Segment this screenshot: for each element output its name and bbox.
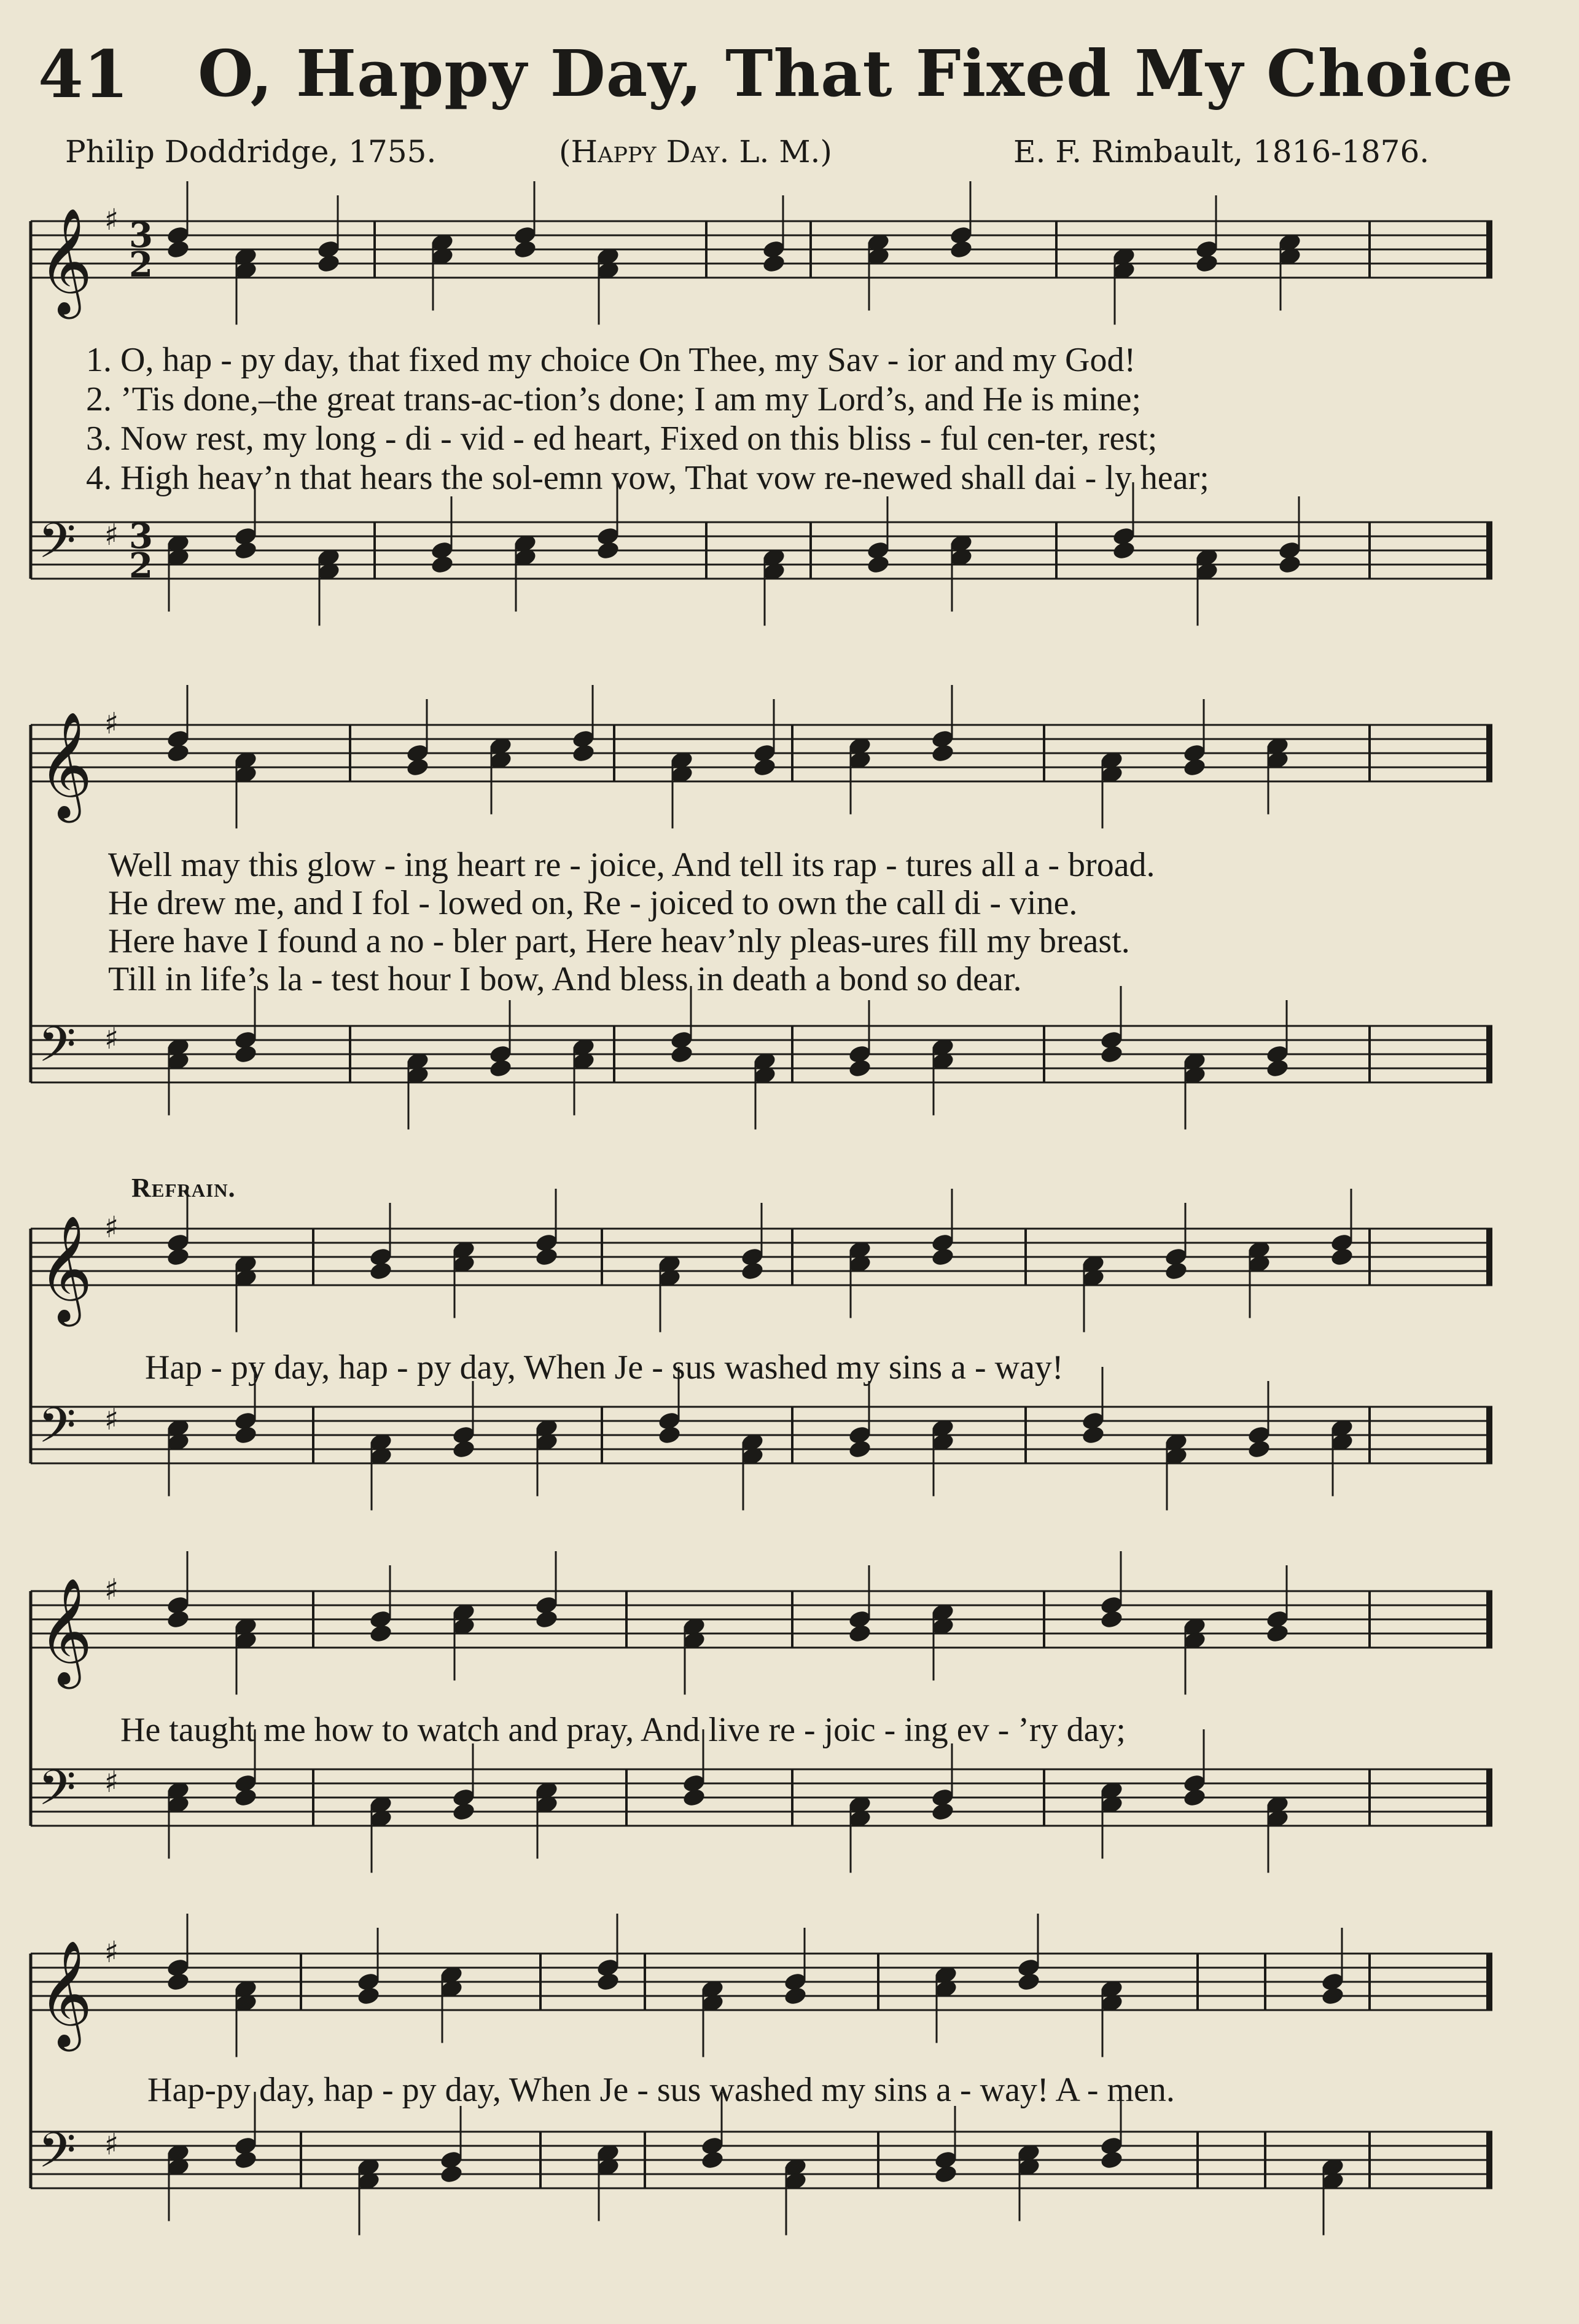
end-barline [1486, 522, 1492, 579]
note-head [534, 1246, 559, 1267]
verse-line-1: 1. O, hap - py day, that fixed my choice On Thee, my Sav - ior and my God! [86, 341, 1136, 379]
end-barline [1486, 1229, 1492, 1285]
note-head [1182, 1787, 1207, 1808]
note-head [1164, 1261, 1188, 1281]
treble-clef: 𝄞 [38, 1578, 93, 1684]
verse-line-8: Till in life’s la - test hour I bow, And bless in death a bond so dear. [108, 960, 1022, 998]
note-head [316, 253, 341, 274]
refrain-line-3: Hap-py day, hap - py day, When Je - sus washed my sins a - way! A - men. [147, 2071, 1175, 2109]
note-head [752, 757, 777, 778]
treble-clef: 𝄞 [38, 1940, 93, 2047]
note-head [534, 1609, 559, 1630]
bass-clef: 𝄢 [38, 1397, 76, 1466]
time-signature-bottom: 2 [129, 245, 153, 285]
bass-clef: 𝄢 [38, 1016, 76, 1085]
key-signature-sharp: ♯ [104, 1022, 119, 1056]
note-head [233, 2150, 258, 2170]
end-barline [1486, 1407, 1492, 1463]
note-head [1265, 1623, 1290, 1644]
note-head [451, 1439, 476, 1460]
key-signature-sharp: ♯ [104, 518, 119, 552]
note-head [930, 743, 955, 764]
note-head [949, 239, 973, 260]
note-head [513, 239, 537, 260]
end-barline [1486, 1591, 1492, 1648]
note-head [166, 1246, 190, 1267]
refrain-line-1: Hap - py day, hap - py day, When Je - sus washed my sins a - way! [145, 1348, 1064, 1387]
note-head [669, 1044, 694, 1065]
note-head [233, 540, 258, 561]
note-head [783, 1986, 808, 2006]
note-head [930, 1246, 955, 1267]
lyricist-credit: Philip Doddridge, 1755. [65, 134, 437, 170]
end-barline [1486, 725, 1492, 781]
note-head [934, 2164, 958, 2185]
treble-clef: 𝄞 [38, 1215, 93, 1322]
note-head [439, 2164, 464, 2185]
end-barline [1486, 2132, 1492, 2188]
note-head [166, 239, 190, 260]
note-head [657, 1425, 682, 1446]
key-signature-sharp: ♯ [104, 706, 119, 741]
note-head [682, 1787, 706, 1808]
note-head [166, 1609, 190, 1630]
note-head [1099, 2150, 1124, 2170]
bass-clef: 𝄢 [38, 512, 76, 581]
end-barline [1486, 221, 1492, 278]
treble-clef: 𝄞 [38, 711, 93, 818]
note-head [488, 1058, 513, 1079]
note-head [405, 757, 430, 778]
note-head [1112, 540, 1136, 561]
note-head [1330, 1246, 1354, 1267]
note-head [368, 1261, 393, 1281]
key-signature-sharp: ♯ [104, 1403, 119, 1437]
note-head [762, 253, 786, 274]
note-head [930, 1801, 955, 1822]
note-head [233, 1787, 258, 1808]
note-head [1016, 1971, 1041, 1992]
hymn-title: O, Happy Day, That Fixed My Choice [198, 36, 1514, 111]
note-head [1195, 253, 1219, 274]
verse-line-4: 4. High heav’n that hears the sol-emn vow, That vow re-newed shall dai - ly hear; [86, 459, 1209, 497]
verse-line-3: 3. Now rest, my long - di - vid - ed heart, Fixed on this bliss - ful cen-ter, rest; [86, 420, 1158, 458]
note-head [368, 1623, 393, 1644]
refrain-line-2: He taught me how to watch and pray, And live re - joic - ing ev - ’ry day; [120, 1711, 1126, 1749]
note-head [1099, 1044, 1124, 1065]
treble-clef: 𝄞 [38, 208, 93, 315]
note-head [1081, 1425, 1105, 1446]
note-head [1182, 757, 1207, 778]
note-head [430, 554, 454, 575]
verse-line-6: He drew me, and I fol - lowed on, Re - joiced to own the call di - vine. [108, 884, 1078, 922]
end-barline [1486, 1026, 1492, 1082]
verse-line-5: Well may this glow - ing heart re - joice, And tell its rap - tures all a - broad. [108, 846, 1155, 884]
note-head [1099, 1609, 1124, 1630]
verse-line-7: Here have I found a no - bler part, Here heav’nly pleas-ures fill my breast. [108, 922, 1130, 960]
note-head [848, 1623, 872, 1644]
time-signature-bottom: 2 [129, 546, 153, 586]
note-head [1247, 1439, 1271, 1460]
key-signature-sharp: ♯ [104, 2127, 119, 2162]
key-signature-sharp: ♯ [104, 1210, 119, 1245]
note-head [596, 540, 620, 561]
key-signature-sharp: ♯ [104, 1765, 119, 1799]
bass-clef: 𝄢 [38, 2122, 76, 2191]
note-head [1265, 1058, 1290, 1079]
note-head [700, 2150, 725, 2170]
note-head [356, 1986, 381, 2006]
key-signature-sharp: ♯ [104, 203, 119, 237]
note-head [848, 1439, 872, 1460]
key-signature-sharp: ♯ [104, 1573, 119, 1607]
note-head [1320, 1986, 1345, 2006]
end-barline [1486, 1954, 1492, 2010]
time-signature-top: 3 [129, 215, 153, 256]
note-head [866, 554, 891, 575]
note-head [166, 743, 190, 764]
note-head [596, 1971, 620, 1992]
end-barline [1486, 1769, 1492, 1826]
refrain-label: Refrain. [131, 1173, 236, 1203]
note-head [233, 1425, 258, 1446]
time-signature-top: 3 [129, 516, 153, 557]
verse-line-2: 2. ’Tis done,–the great trans-ac-tion’s done; I am my Lord’s, and He is mine; [86, 380, 1142, 418]
note-head [166, 1971, 190, 1992]
note-head [571, 743, 596, 764]
note-head [451, 1801, 476, 1822]
tune-meter: (Happy Day. L. M.) [559, 134, 832, 170]
key-signature-sharp: ♯ [104, 1935, 119, 1970]
bass-clef: 𝄢 [38, 1759, 76, 1828]
composer-credit: E. F. Rimbault, 1816-1876. [1013, 134, 1430, 170]
note-head [848, 1058, 872, 1079]
note-head [233, 1044, 258, 1065]
hymn-number: 41 [38, 36, 129, 112]
note-head [740, 1261, 765, 1281]
note-head [1277, 554, 1302, 575]
